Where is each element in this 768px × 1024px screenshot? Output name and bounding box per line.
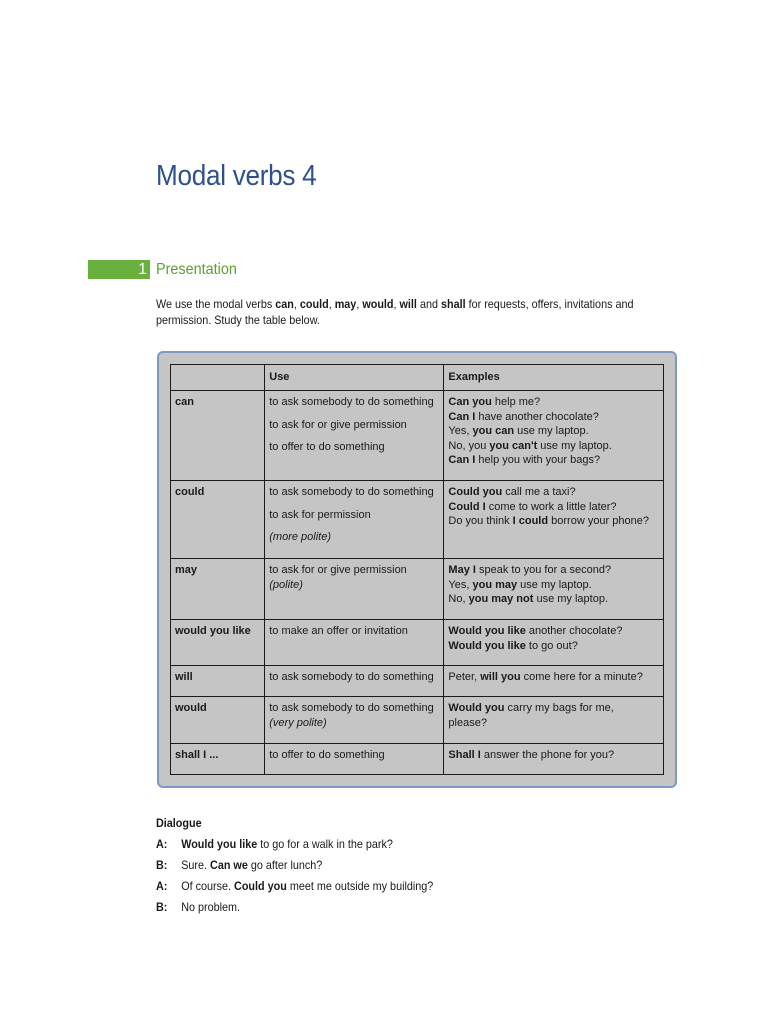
modal-name: could — [175, 486, 205, 498]
table-row — [171, 620, 664, 666]
use-cell — [265, 666, 444, 697]
modal-cell — [171, 620, 265, 666]
example-line — [448, 453, 659, 468]
example-line — [448, 500, 659, 515]
examples-cell — [444, 559, 664, 620]
use-text: to ask somebody to do something — [269, 396, 434, 408]
section-number: 1 — [138, 261, 147, 278]
intro-text: , — [328, 297, 335, 311]
example-text: No, — [448, 593, 469, 605]
examples-cell — [444, 666, 664, 697]
dialogue-bold: Can we — [210, 858, 248, 872]
example-bold: Can I — [448, 454, 476, 466]
example-bold: you may — [472, 578, 518, 591]
intro-bold-could: could — [299, 297, 329, 311]
use-text: to ask for permission — [269, 508, 371, 521]
dialogue-line — [156, 878, 660, 894]
intro-text: We use the modal verbs — [156, 297, 276, 311]
dialogue-speaker: A: — [156, 879, 168, 893]
example-text: Do you think — [448, 515, 513, 527]
example-text: come to work a little later? — [485, 500, 617, 513]
use-cell — [265, 620, 444, 666]
example-text: come here for a minute? — [520, 671, 643, 683]
dialogue-speaker: B: — [156, 858, 168, 872]
header-examples: Examples — [444, 365, 664, 391]
intro-bold-shall: shall — [440, 297, 466, 311]
dialogue-heading: Dialogue — [156, 816, 202, 830]
header-empty — [171, 365, 265, 391]
examples-cell — [444, 620, 664, 666]
dialogue — [156, 815, 660, 915]
modal-name: can — [175, 396, 194, 408]
example-text: borrow your phone? — [548, 515, 649, 527]
example-line — [448, 670, 659, 685]
examples-cell — [444, 697, 664, 744]
table-row — [171, 391, 664, 481]
example-bold: you can — [472, 425, 515, 437]
dialogue-line — [156, 899, 660, 915]
modal-cell — [171, 391, 265, 481]
example-line — [448, 485, 659, 500]
example-line — [448, 578, 659, 593]
use-text: (more polite) — [269, 531, 331, 543]
modal-verbs-table — [170, 364, 664, 775]
example-bold: Would you like — [448, 625, 526, 637]
table-row — [171, 559, 664, 620]
dialogue-plain: go after lunch? — [247, 858, 323, 872]
table-row — [171, 744, 664, 775]
example-bold: May I — [448, 564, 476, 576]
intro-text: for requests, offers, invitations and permission. Study the table below. — [156, 297, 634, 327]
example-text: help me? — [491, 396, 541, 408]
use-text: to ask somebody to do something — [269, 486, 434, 498]
example-text: Yes, — [448, 578, 473, 591]
example-text: use my laptop. — [537, 439, 612, 452]
modal-cell — [171, 666, 265, 697]
example-line — [448, 395, 659, 410]
examples-cell — [444, 481, 664, 559]
example-text: use my laptop. — [514, 425, 589, 437]
example-text: use my laptop. — [533, 593, 608, 605]
example-line — [448, 716, 659, 731]
modal-name: would — [175, 702, 207, 714]
modal-cell — [171, 559, 265, 620]
dialogue-plain: Of course. — [181, 879, 235, 893]
use-cell — [265, 744, 444, 775]
modal-cell — [171, 481, 265, 559]
table-header-row — [171, 365, 664, 391]
example-text: carry my bags for me, — [504, 702, 614, 714]
intro-text: , — [293, 297, 300, 311]
intro-paragraph — [156, 296, 660, 328]
dialogue-plain: to go for a walk in the park? — [257, 837, 393, 851]
example-bold: Could you — [448, 486, 503, 498]
intro-text: , — [356, 297, 363, 311]
intro-bold-can: can — [275, 297, 294, 311]
example-text: another chocolate? — [525, 625, 623, 637]
use-text: to make an offer or invitation — [269, 625, 408, 637]
dialogue-bold: Could you — [234, 879, 287, 893]
intro-text: and — [416, 297, 441, 311]
example-text: No, you — [448, 439, 490, 452]
example-bold: you may not — [468, 593, 534, 605]
examples-cell — [444, 744, 664, 775]
dialogue-text — [181, 878, 433, 894]
page-title: Modal verbs 4 — [156, 160, 317, 192]
example-line — [448, 439, 659, 454]
use-text: (very polite) — [269, 716, 327, 729]
example-line — [448, 424, 659, 439]
dialogue-plain: No problem. — [181, 900, 241, 914]
example-line — [448, 701, 659, 716]
example-text: help you with your bags? — [475, 454, 601, 466]
use-text: to ask for or give permission — [269, 564, 407, 576]
example-bold: Would you — [448, 702, 505, 714]
dialogue-text — [181, 836, 393, 852]
use-text: (polite) — [269, 578, 303, 591]
example-bold: I could — [512, 515, 549, 527]
dialogue-text — [181, 899, 240, 915]
example-bold: Would you like — [448, 639, 526, 652]
use-cell — [265, 481, 444, 559]
examples-cell — [444, 391, 664, 481]
modal-name: would you like — [175, 625, 251, 637]
dialogue-speaker: A: — [156, 837, 168, 851]
use-text: to offer to do something — [269, 441, 385, 453]
use-cell — [265, 391, 444, 481]
use-cell — [265, 697, 444, 744]
header-use: Use — [265, 365, 444, 391]
modal-name: may — [175, 564, 198, 576]
example-bold: Can you — [448, 396, 492, 408]
example-line — [448, 563, 659, 578]
dialogue-line — [156, 857, 660, 873]
dialogue-text — [181, 857, 322, 873]
example-line — [448, 592, 659, 607]
example-bold: Shall I — [448, 749, 481, 761]
modal-cell — [171, 697, 265, 744]
table-row — [171, 697, 664, 744]
modal-name: will — [175, 671, 193, 683]
example-text: call me a taxi? — [502, 486, 576, 498]
example-text: answer the phone for you? — [480, 749, 615, 761]
example-line — [448, 748, 659, 763]
use-text: to ask somebody to do something — [269, 702, 434, 714]
example-text: use my laptop. — [517, 578, 592, 591]
example-text: to go out? — [525, 639, 578, 652]
modal-name: shall I ... — [175, 749, 219, 761]
example-line — [448, 514, 659, 529]
example-text: Yes, — [448, 425, 473, 437]
dialogue-line — [156, 836, 660, 852]
section-title: Presentation — [156, 261, 237, 278]
intro-bold-will: will — [399, 297, 417, 311]
use-cell — [265, 559, 444, 620]
example-text: have another chocolate? — [475, 410, 599, 423]
dialogue-plain: meet me outside my building? — [286, 879, 434, 893]
intro-text: , — [393, 297, 400, 311]
example-bold: Can I — [448, 410, 476, 423]
dialogue-bold: Would you like — [181, 837, 258, 851]
use-text: to ask somebody to do something — [269, 671, 434, 683]
dialogue-plain: Sure. — [181, 858, 211, 872]
use-text: to ask for or give permission — [269, 418, 407, 431]
example-bold: you can't — [489, 439, 538, 452]
intro-bold-would: would — [362, 297, 394, 311]
example-line — [448, 410, 659, 425]
example-text: please? — [448, 716, 487, 729]
example-bold: will you — [480, 671, 521, 683]
example-bold: Could I — [448, 500, 486, 513]
table-row — [171, 481, 664, 559]
table-row — [171, 666, 664, 697]
example-line — [448, 624, 659, 639]
section-number-bar — [88, 260, 150, 279]
dialogue-speaker: B: — [156, 900, 168, 914]
example-text: speak to you for a second? — [475, 564, 612, 576]
example-line — [448, 639, 659, 654]
intro-bold-may: may — [334, 297, 357, 311]
example-text: Peter, — [448, 671, 481, 683]
modal-cell — [171, 744, 265, 775]
use-text: to offer to do something — [269, 749, 385, 761]
